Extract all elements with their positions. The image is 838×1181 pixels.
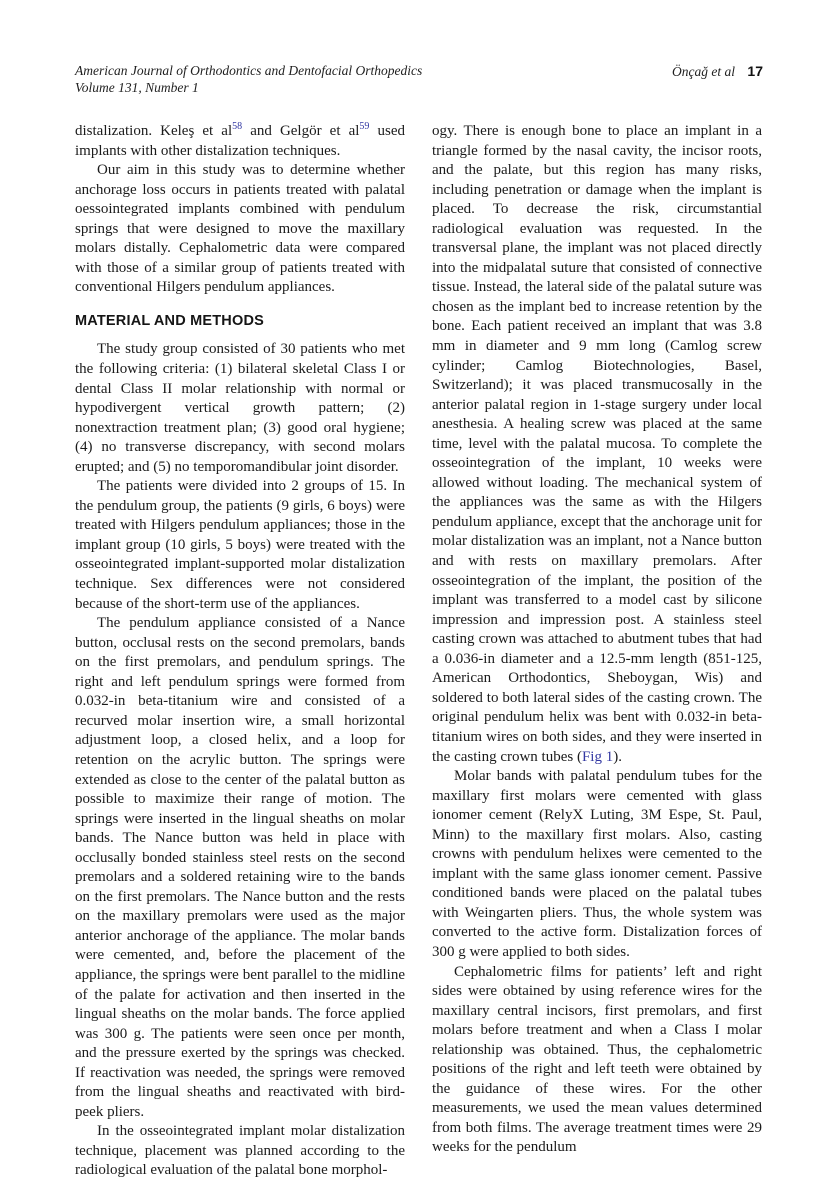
paragraph-molar-bands: Molar bands with palatal pendulum tubes for the maxillary first molars were cemented with glass ionomer cement (RelyX Luting, 3M Espe, St. Paul, Minn) to the maxillary first molars. Also, casting crowns with pendulum helixes were cemented to the implant with the same glass ionomer cement. Passive conditioned bands were placed on the palatal tubes with Weingarten pliers. Thus, the whole system was converted to the active form. Distalization forces of 300 g were applied to both sides. <box>432 768 762 960</box>
right-column <box>432 122 762 1181</box>
paragraph-cephalometric-films: Cephalometric films for patients’ left and right sides were obtained by using reference wires for the maxillary central incisors, first premolars, and first molars before treatment and when a Class I molar relationship was obtained. Thus, the cephalometric positions of the right and left teeth were obtained by the guidance of these wires. For the other measurements, we used the mean values determined from both films. The average treatment times were 29 weeks for the pendulum <box>432 963 762 1156</box>
page-number: 17 <box>747 63 763 79</box>
paragraph-implant-technique-start: In the osseointegrated implant molar distalization technique, placement was planned according to the radiological evaluation of the palatal bone morphol- <box>75 1123 405 1179</box>
paragraph-implant-technique-continued <box>432 122 762 767</box>
paragraph-continued <box>75 122 405 161</box>
section-heading-material-and-methods: MATERIAL AND METHODS <box>75 312 265 329</box>
journal-volume-issue: Volume 131, Number 1 <box>75 80 199 95</box>
running-header <box>75 62 763 96</box>
paragraph-study-group: The study group consisted of 30 patients who met the following criteria: (1) bilateral skeletal Class I or dental Class II molar relationship with normal or hypodivergent vertical growth pattern; (2) nonextraction treatment plan; (3) good oral hygiene; (4) no transverse discrepancy, with second molars erupted; and (5) no temporomandibular joint disorder. <box>75 341 405 475</box>
figure-1-link[interactable]: Fig 1 <box>581 748 614 765</box>
journal-title: American Journal of Orthodontics and Dentofacial Orthopedics <box>75 63 423 78</box>
article-body <box>75 122 762 1181</box>
running-head-right <box>672 62 763 80</box>
paragraph-text: used implants with other distalization techniques. <box>75 123 405 159</box>
left-column <box>75 122 405 1181</box>
journal-identification <box>75 62 422 96</box>
running-authors: Önçağ et al <box>672 64 736 79</box>
paragraph-text: ogy. There is enough bone to place an implant in a triangle formed by the nasal cavity, the incisor roots, and the palate, but this region has many risks, including penetration or damage when the implant is placed. To decrease the risk, circumstantial radiological evaluation was requested. In the transversal plane, the implant was not placed directly into the midpalatal suture that consisted of connective tissue. Instead, the lateral side of the palatal suture was chosen as the implant bed to increase retention by the bone. Each patient received an implant that was 3.8 mm in diameter and 9 mm long (Camlog screw cylinder; Camlog Biotechnologies, Basel, Switzerland); it was placed transmucosally in the anterior palatal region in 1-stage surgery under local anesthesia. A healing screw was placed at the same time, level with the palatal mucosa. To complete the osseointegration of the implant, 10 weeks were allowed without loading. The mechanical system of the appliances was the same as with the Hilgers pendulum appliance, except that the anchorage unit for molar distalization was an implant, not a Nance button and with rests on maxillary premolars. After osseointegration of the implant, the position of the implant was transferred to a model cast by silicone impression and impression post. A stainless steel casting crown was attached to abutment tubes that had a 0.036-in diameter and a 12.5-mm length (851-125, American Orthodontics, Sheboygan, Wis) and soldered to both lateral sides of the casting crown. The original pendulum helix was bent with 0.032-in beta-titanium wires on both sides, and they were inserted in the casting crown tubes ( <box>432 123 762 765</box>
paragraph-text: distalization. Keleş et al <box>75 123 233 139</box>
paragraph-pendulum-appliance: The pendulum appliance consisted of a Nance button, occlusal rests on the second premolars, bands on the first premolars, and pendulum springs. The right and left pendulum springs were formed from 0.032-in beta-titanium wire and consisted of a recurved molar insertion wire, a small horizontal adjustment loop, a closed helix, and a loop for retention on the acrylic button. The springs were extended as close to the center of the palatal button as possible to maximize their range of motion. The springs were inserted in the lingual sheaths on molar bands. The Nance button was held in place with occlusally bonded stainless steel rests on the second premolars and a soldered retaining wire to the bands on the first premolars. The Nance button and the rests on the maxillary premolars were used as the major anterior anchorage of the appliance. The molar bands were cemented, and, before the placement of the appliance, the springs were bent parallel to the midline of the palate for activation and then inserted in the lingual sheaths on the molar bands. The force applied was 300 g. The patients were seen once per month, and the pressure exerted by the springs was checked. If reactivation was needed, the springs were removed from the lingual sheaths and reactivated with bird-peek pliers. <box>75 615 405 1120</box>
paragraph-text: ). <box>613 748 622 765</box>
paragraph-text: and Gelgör et al <box>242 123 360 139</box>
citation-link-58[interactable]: 58 <box>232 121 243 132</box>
citation-link-59[interactable]: 59 <box>359 121 370 132</box>
paragraph-patient-groups: The patients were divided into 2 groups of 15. In the pendulum group, the patients (9 girls, 6 boys) were treated with Hilgers pendulum appliances; those in the implant group (10 girls, 5 boys) were treated with the osseointegrated implant-supported molar distalization technique. Sex differences were not considered because of the short-term use of the appliances. <box>75 478 405 612</box>
paragraph-aim: Our aim in this study was to determine whether anchorage loss occurs in patients treated with palatal oessointegrated implants combined with pendulum springs that were designed to move the maxillary molars distally. Cephalometric data were compared with those of a similar group of patients treated with conventional Hilgers pendulum appliances. <box>75 162 405 296</box>
